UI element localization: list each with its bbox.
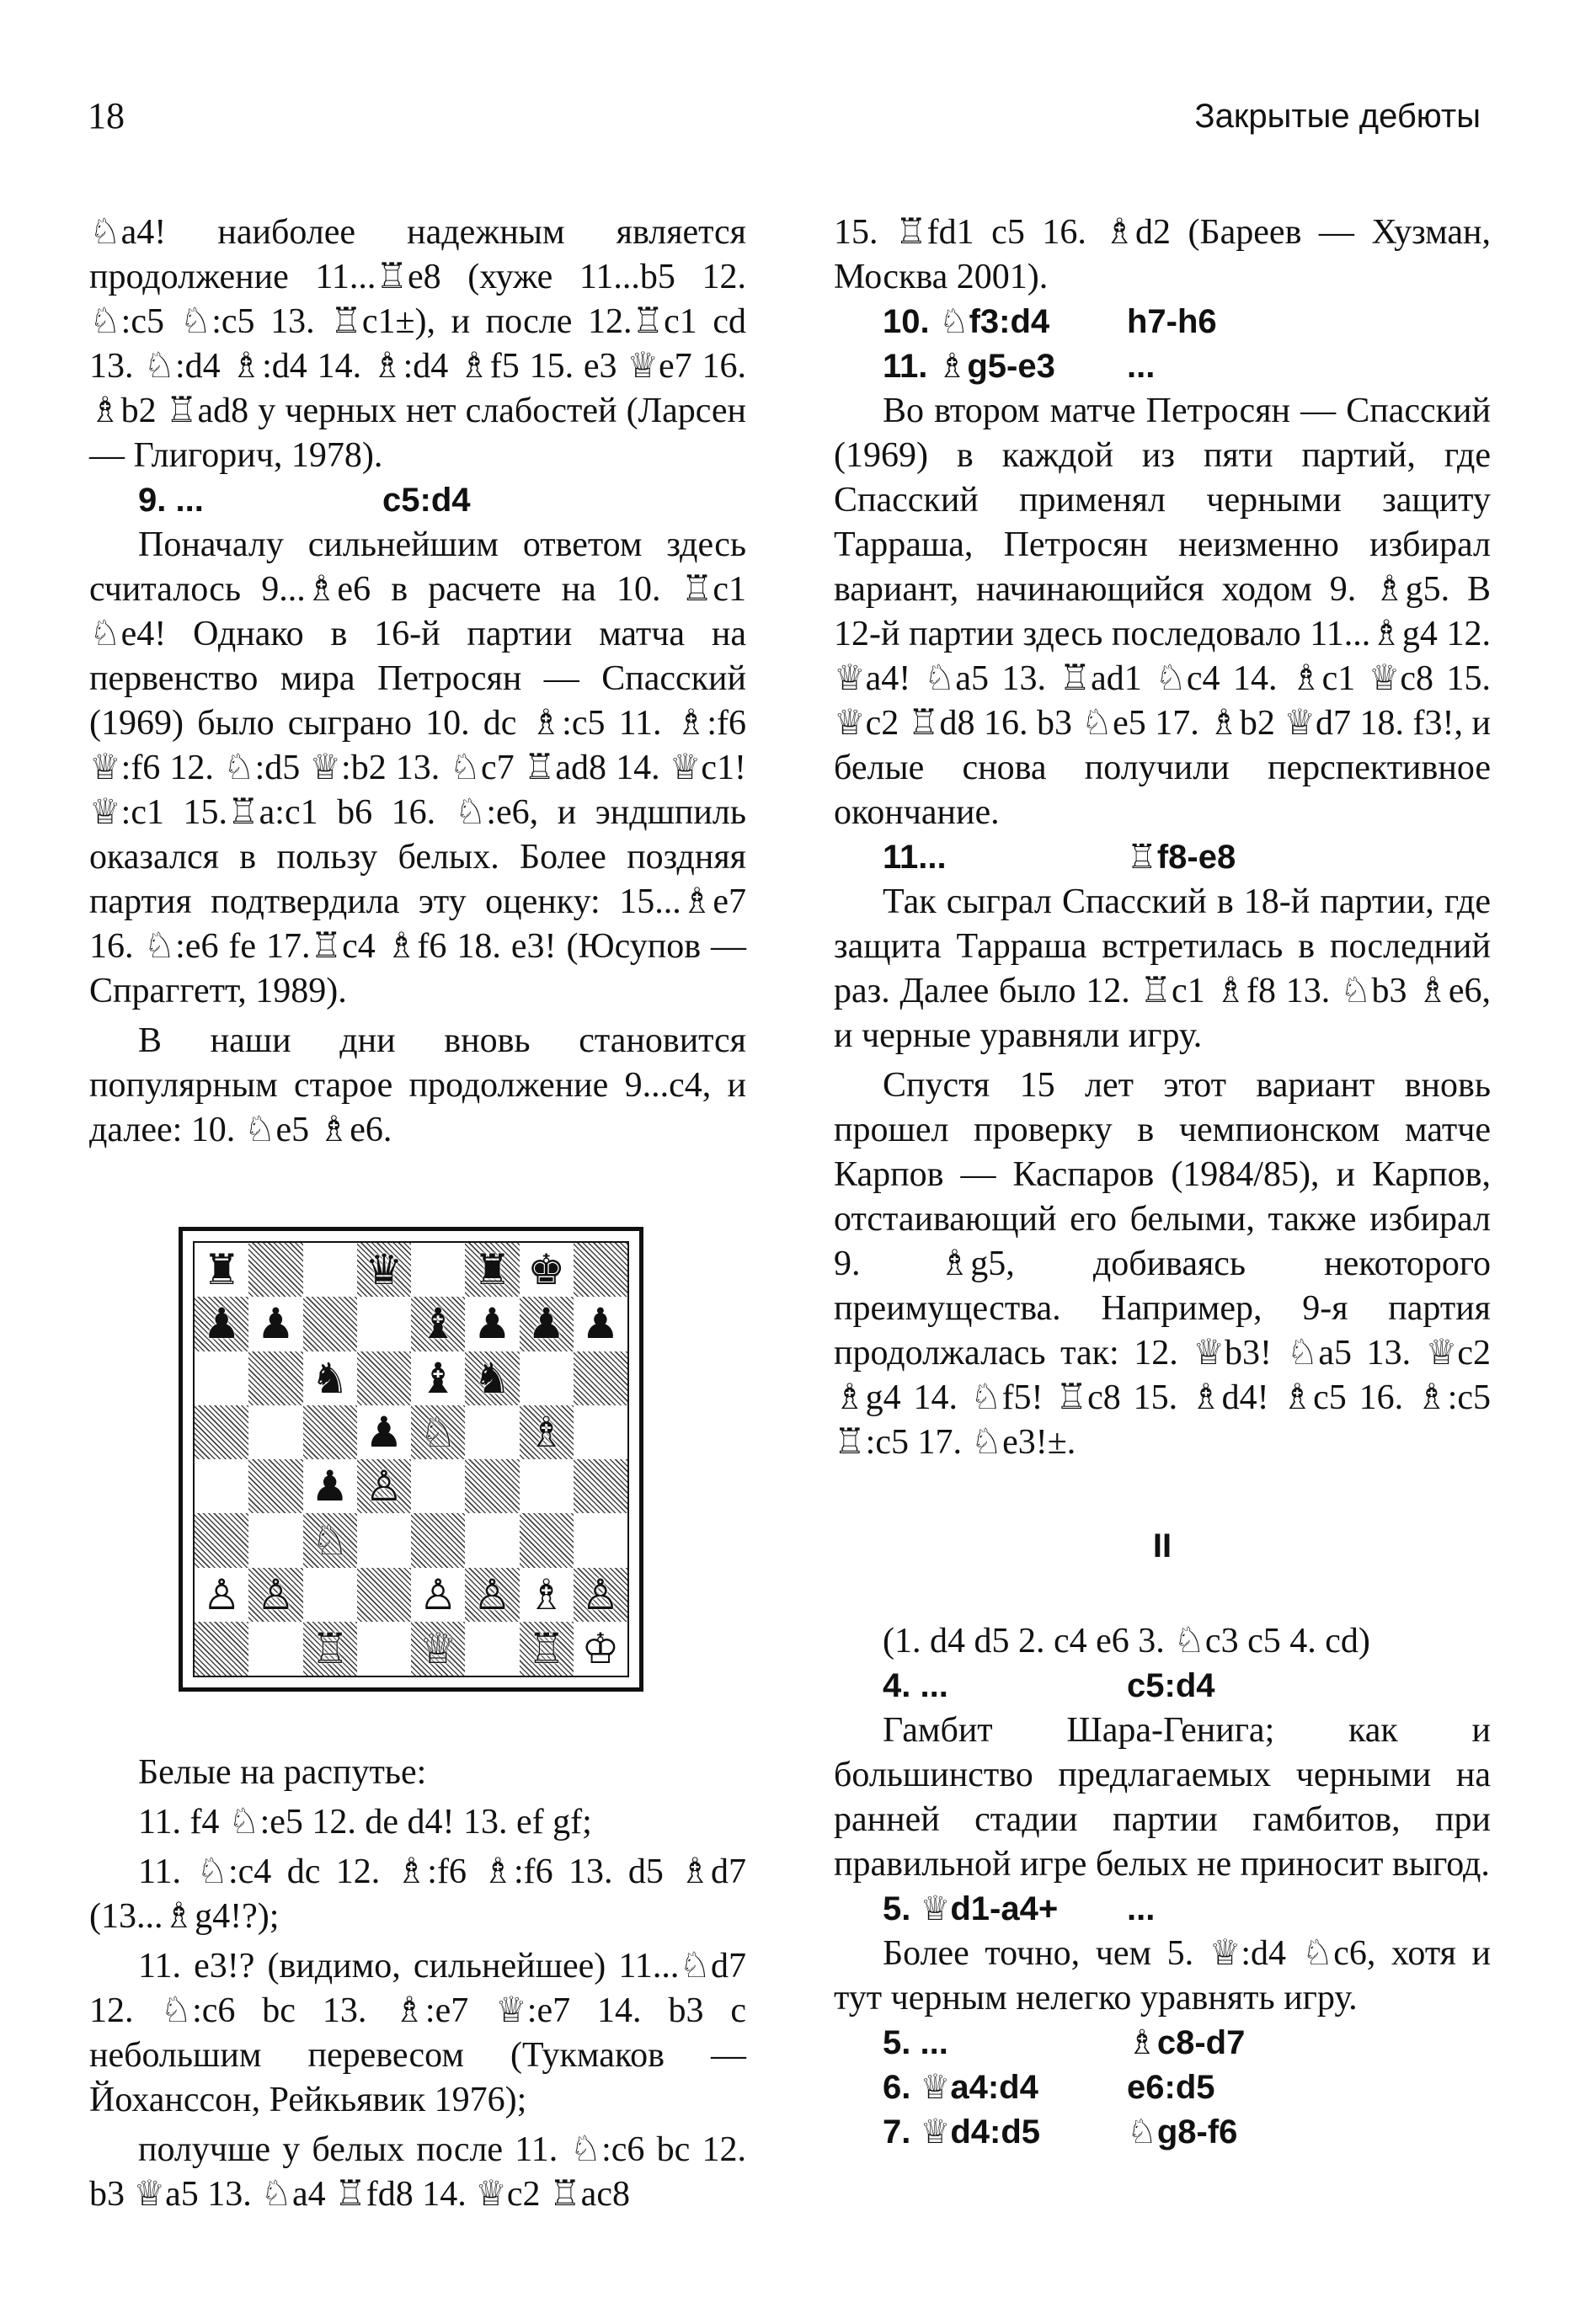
square-f5 (465, 1405, 519, 1459)
move-white: 7. ♕d4:d5 (883, 2113, 1041, 2151)
paragraph: Гамбит Шара-Генига; как и большинство предлагаемых черными на ранней стадии партии гамбитов, при правильной игре белых не приносит выгод. (834, 1711, 1491, 1884)
square-g5 (520, 1405, 574, 1459)
square-f4 (465, 1459, 519, 1513)
move-black: h7-h6 (1127, 303, 1217, 340)
square-e7 (411, 1297, 465, 1351)
square-b6 (248, 1351, 302, 1405)
square-b4 (248, 1459, 302, 1513)
square-b5 (248, 1405, 302, 1459)
paragraph: Более точно, чем 5. ♕:d4 ♘c6, хотя и тут черным нелегко уравнять игру. (834, 1934, 1491, 2018)
right-column (834, 211, 1491, 2155)
move-white: 9. ... (138, 482, 204, 519)
paragraph: Так сыграл Спасский в 18-й партии, где защита Тарраша встретилась в последний раз. Далее было 12. ♖c1 ♗f8 13. ♘b3 ♗e6, и черные уравняли игру. (834, 882, 1491, 1055)
square-b7 (248, 1297, 302, 1351)
move-line (834, 344, 1491, 389)
square-e8 (411, 1243, 465, 1297)
square-c2 (303, 1568, 357, 1622)
square-f8 (465, 1243, 519, 1297)
move-line (89, 478, 746, 523)
square-g1 (520, 1622, 574, 1676)
square-e6 (411, 1351, 465, 1405)
paragraph: 15. ♖fd1 c5 16. ♗d2 (Бареев — Хузман, Москва 2001). (834, 213, 1491, 296)
square-a1 (195, 1622, 248, 1676)
chess-piece-icon: ♜ (202, 1245, 241, 1295)
square-g4 (520, 1459, 574, 1513)
square-h3 (574, 1513, 627, 1567)
square-e1 (411, 1622, 465, 1676)
square-f3 (465, 1513, 519, 1567)
square-a5 (195, 1405, 248, 1459)
square-c1 (303, 1622, 357, 1676)
square-h2 (574, 1568, 627, 1622)
move-black: ♗c8-d7 (1127, 2024, 1246, 2061)
chess-piece-icon: ♟ (472, 1299, 511, 1349)
chess-piece-icon: ♗ (527, 1407, 566, 1457)
square-g3 (520, 1513, 574, 1567)
chess-piece-icon: ♛ (365, 1245, 403, 1295)
square-c8 (303, 1243, 357, 1297)
move-black: e6:d5 (1127, 2069, 1215, 2106)
move-black: ♖f8-e8 (1127, 839, 1236, 876)
chess-piece-icon: ♘ (419, 1407, 457, 1457)
square-a3 (195, 1513, 248, 1567)
chess-piece-icon: ♙ (419, 1570, 457, 1619)
chess-piece-icon: ♝ (419, 1299, 457, 1349)
move-line (834, 2021, 1491, 2065)
square-d4 (357, 1459, 411, 1513)
running-head-title: Закрытые дебюты (1194, 98, 1481, 135)
move-black: c5:d4 (382, 482, 471, 519)
move-line (834, 835, 1491, 880)
square-h6 (574, 1351, 627, 1405)
chess-piece-icon: ♜ (472, 1245, 511, 1295)
chess-piece-icon: ♖ (311, 1623, 350, 1673)
move-white: 5. ... (883, 2024, 948, 2061)
square-b2 (248, 1568, 302, 1622)
square-e2 (411, 1568, 465, 1622)
chess-piece-icon: ♞ (311, 1353, 350, 1403)
chess-piece-icon: ♔ (581, 1623, 620, 1673)
square-h4 (574, 1459, 627, 1513)
square-f1 (465, 1622, 519, 1676)
paragraph: 11. f4 ♘:e5 12. de d4! 13. ef gf; (138, 1803, 592, 1842)
square-g8 (520, 1243, 574, 1297)
square-a4 (195, 1459, 248, 1513)
chess-piece-icon: ♝ (419, 1353, 457, 1403)
move-white: 6. ♕a4:d4 (883, 2069, 1038, 2106)
square-e3 (411, 1513, 465, 1567)
paragraph: 11. ♘:c4 dc 12. ♗:f6 ♗:f6 13. d5 ♗d7 (13...♗g4!?); (89, 1852, 746, 1936)
square-a2 (195, 1568, 248, 1622)
chess-piece-icon: ♚ (527, 1245, 566, 1295)
chess-piece-icon: ♟ (365, 1407, 403, 1457)
chess-piece-icon: ♟ (527, 1299, 566, 1349)
square-d5 (357, 1405, 411, 1459)
chess-piece-icon: ♙ (581, 1570, 620, 1619)
chess-piece-icon: ♙ (472, 1570, 511, 1619)
move-black: c5:d4 (1127, 1667, 1215, 1704)
move-white: 11... (883, 839, 947, 876)
square-b3 (248, 1513, 302, 1567)
square-h5 (574, 1405, 627, 1459)
square-c4 (303, 1459, 357, 1513)
chess-piece-icon: ♙ (256, 1570, 295, 1619)
square-a7 (195, 1297, 248, 1351)
move-line (834, 1887, 1491, 1932)
diagram-caption: Белые на распутье: (138, 1753, 427, 1792)
chess-piece-icon: ♟ (581, 1299, 620, 1349)
square-c7 (303, 1297, 357, 1351)
square-c3 (303, 1513, 357, 1567)
chess-board (193, 1241, 629, 1677)
square-d2 (357, 1568, 411, 1622)
chess-piece-icon: ♟ (256, 1299, 295, 1349)
chess-piece-icon: ♘ (311, 1516, 350, 1565)
chess-diagram (179, 1227, 643, 1692)
move-white: 11. ♗g5-e3 (883, 348, 1055, 385)
chess-piece-icon: ♗ (527, 1570, 566, 1619)
move-black: ... (1127, 1890, 1156, 1927)
square-g7 (520, 1297, 574, 1351)
page-number: 18 (88, 95, 125, 136)
square-g2 (520, 1568, 574, 1622)
left-column (89, 211, 746, 2217)
square-h8 (574, 1243, 627, 1297)
square-f6 (465, 1351, 519, 1405)
square-d7 (357, 1297, 411, 1351)
square-a8 (195, 1243, 248, 1297)
chess-piece-icon: ♙ (202, 1570, 241, 1619)
chess-piece-icon: ♟ (202, 1299, 241, 1349)
move-white: 4. ... (883, 1667, 948, 1704)
square-b8 (248, 1243, 302, 1297)
paragraph: ♘a4! наиболее надежным является продолжение 11...♖e8 (хуже 11...b5 12. ♘:c5 ♘:c5 13. ♖c1±), и после 12.♖c1 cd 13. ♘:d4 ♗:d4 14. ♗:d4 ♗f5 15. e3 ♕e7 16. ♗b2 ♖ad8 у черных нет слабостей (Ларсен — Глигорич, 1978). (89, 213, 746, 475)
chess-piece-icon: ♞ (472, 1353, 511, 1403)
square-d1 (357, 1622, 411, 1676)
move-line (834, 2110, 1491, 2155)
chess-piece-icon: ♙ (365, 1462, 403, 1511)
chess-piece-icon: ♖ (527, 1623, 566, 1673)
paragraph: Во втором матче Петросян — Спасский (1969) в каждой из пяти партий, где Спасский применял черными защиту Тарраша, Петросян неизменно избирал вариант, начинающийся ходом 9. ♗g5. В 12-й партии здесь последовало 11...♗g4 12. ♕a4! ♘a5 13. ♖ad1 ♘c4 14. ♗c1 ♕c8 15. ♕c2 ♖d8 16. b3 ♘e5 17. ♗b2 ♕d7 18. f3!, и белые снова получили перспективное окончание. (834, 392, 1491, 832)
paragraph: (1. d4 d5 2. c4 e6 3. ♘c3 c5 4. cd) (883, 1622, 1370, 1660)
move-white: 10. ♘f3:d4 (883, 303, 1050, 340)
paragraph: получше у белых после 11. ♘:c6 bc 12. b3 ♕a5 13. ♘a4 ♖fd8 14. ♕c2 ♖ac8 (89, 2130, 746, 2214)
square-c5 (303, 1405, 357, 1459)
square-d6 (357, 1351, 411, 1405)
square-c6 (303, 1351, 357, 1405)
chess-piece-icon: ♟ (311, 1462, 350, 1511)
move-line (834, 1664, 1491, 1708)
move-black: ... (1127, 348, 1156, 385)
square-h1 (574, 1622, 627, 1676)
paragraph: 11. e3!? (видимо, сильнейшее) 11...♘d7 12. ♘:c6 bc 13. ♗:e7 ♕:e7 14. b3 с небольшим перевесом (Тукмаков — Йохансcон, Рейкьявик 1976); (89, 1947, 746, 2119)
chess-piece-icon: ♕ (419, 1623, 457, 1673)
move-line (834, 2065, 1491, 2110)
paragraph: Поначалу сильнейшим ответом здесь считалось 9...♗e6 в расчете на 10. ♖c1 ♘e4! Однако в 16-й партии матча на первенство мира Петросян — Спасский (1969) было сыграно 10. dc ♗:c5 11. ♗:f6 ♕:f6 12. ♘:d5 ♕:b2 13. ♘c7 ♖ad8 14. ♕c1! ♕:c1 15.♖a:c1 b6 16. ♘:e6, и эндшпиль оказался в пользу белых. Более поздняя партия подтвердила эту оценку: 15...♗e7 16. ♘:e6 fe 17.♖c4 ♗f6 18. e3! (Юсупов — Спрaггетт, 1989). (89, 525, 746, 1010)
section-heading: II (1152, 1527, 1172, 1564)
move-white: 5. ♕d1-a4+ (883, 1890, 1059, 1927)
square-f2 (465, 1568, 519, 1622)
square-e4 (411, 1459, 465, 1513)
move-black: ♘g8-f6 (1127, 2113, 1238, 2151)
square-g6 (520, 1351, 574, 1405)
square-f7 (465, 1297, 519, 1351)
paragraph: Спустя 15 лет этот вариант вновь прошел проверку в чемпионском матче Карпов — Каспаров (1984/85), и Карпов, отстаивающий его белыми, также избирал 9. ♗g5, добиваясь некоторого преимущества. Например, 9-я партия продолжалась так: 12. ♕b3! ♘a5 13. ♕c2 ♗g4 14. ♘f5! ♖c8 15. ♗d4! ♗c5 16. ♗:c5 ♖:c5 17. ♘e3!±. (834, 1066, 1491, 1462)
move-line (834, 300, 1491, 344)
square-d8 (357, 1243, 411, 1297)
paragraph: В наши дни вновь становится популярным старое продолжение 9...c4, и далее: 10. ♘e5 ♗e6. (89, 1021, 746, 1149)
square-b1 (248, 1622, 302, 1676)
square-e5 (411, 1405, 465, 1459)
square-a6 (195, 1351, 248, 1405)
square-h7 (574, 1297, 627, 1351)
square-d3 (357, 1513, 411, 1567)
